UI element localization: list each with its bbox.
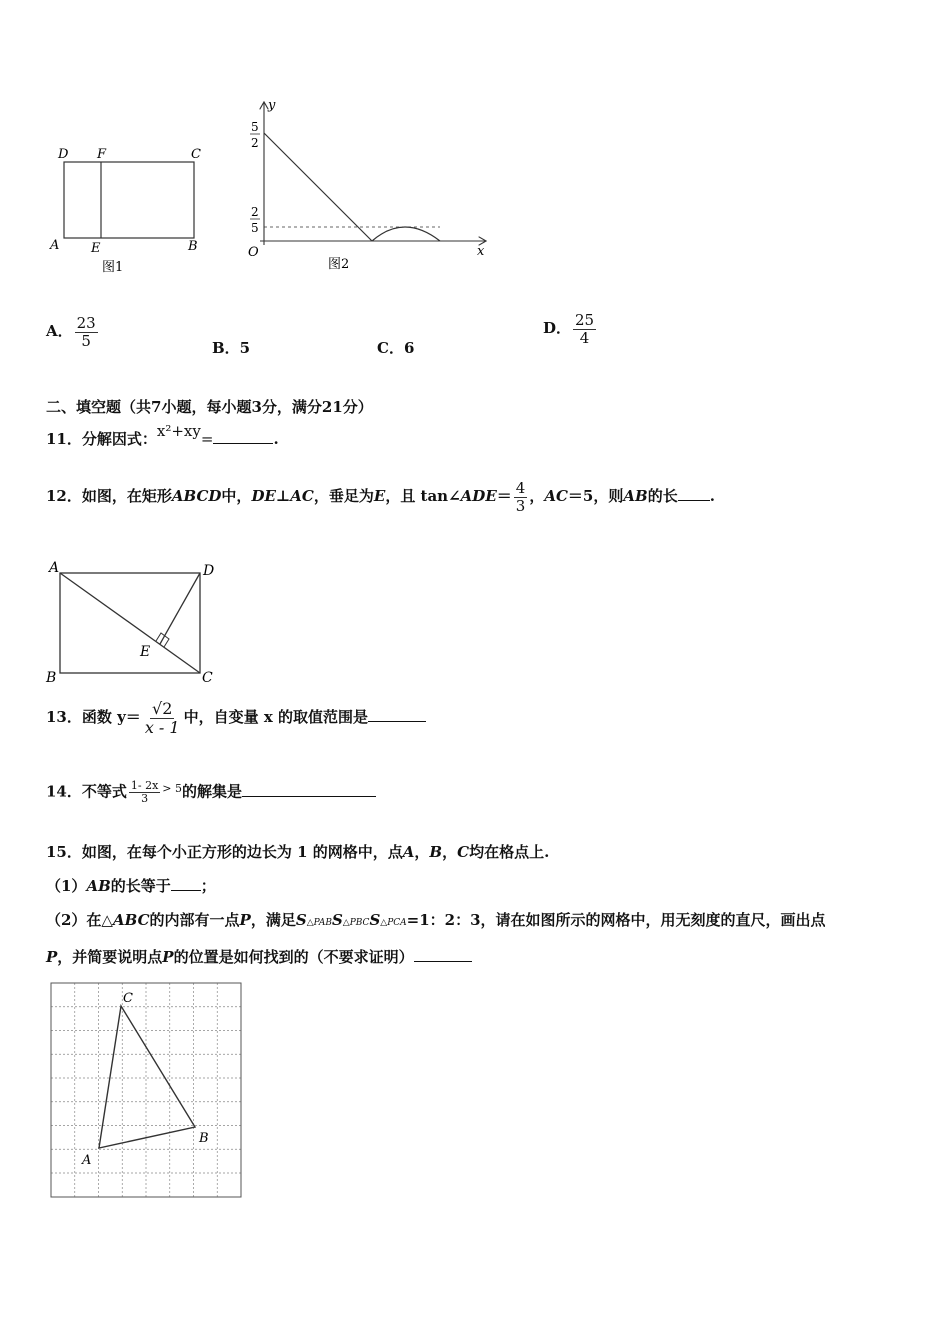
y-top-den: 2 bbox=[251, 136, 259, 150]
label-f: F bbox=[97, 147, 107, 162]
figure-1-caption: 图1 bbox=[102, 260, 124, 275]
question-15-part-2: （2）在△ABC的内部有一点P，满足S△PABS△PBCS△PCA=1：2：3，请在如图所示的网格中，用无刻度的直尺，画出点 bbox=[46, 911, 826, 929]
question-15-part-1: （1）AB的长等于 ； bbox=[46, 877, 216, 895]
question-12: 12．如图，在矩形ABCD中，DE⊥AC，垂足为E，且 tan∠ADE＝ $\frac{4}{3}$ ，AC＝5，则AB的长 . bbox=[46, 479, 715, 515]
q12-fraction: $\frac{4}{3}$ bbox=[515, 479, 526, 515]
option-a-fraction: $\frac{23}{5}$ bbox=[76, 314, 96, 350]
figure-1-rectangle bbox=[40, 140, 220, 275]
q11-answer-blank[interactable] bbox=[213, 442, 273, 444]
label-e: E bbox=[91, 241, 101, 256]
label-b: B bbox=[46, 670, 57, 686]
y-low-den: 5 bbox=[251, 221, 259, 235]
figure-2-caption: 图2 bbox=[328, 257, 350, 272]
y-top-num: 5 bbox=[251, 120, 259, 134]
option-b: B．5 bbox=[212, 339, 251, 357]
q12-rectangle-figure bbox=[40, 555, 230, 690]
graph-line-segment bbox=[264, 133, 372, 241]
q13-fraction: $\frac{√2}{x - 1}$ bbox=[144, 699, 180, 737]
figure-2-graph bbox=[240, 95, 500, 275]
q11-expression: x²+xy bbox=[156, 422, 201, 440]
question-14: 14．不等式 $\frac{1- 2x}{3}$ $^{> 5}$的解集是 bbox=[46, 780, 376, 805]
label-c: C bbox=[202, 670, 213, 686]
label-c: C bbox=[123, 991, 133, 1006]
rect-abcd bbox=[64, 162, 194, 238]
x-axis-label: x bbox=[477, 244, 485, 259]
q12-answer-blank[interactable] bbox=[678, 499, 710, 501]
q15-grid-figure bbox=[50, 982, 244, 1200]
y-low-num: 2 bbox=[251, 205, 259, 219]
label-b: B bbox=[199, 1131, 209, 1146]
option-c: C．6 bbox=[377, 339, 415, 357]
q15-part2-answer-blank[interactable] bbox=[414, 960, 472, 962]
option-d: D． $\frac{25}{4}$ bbox=[543, 311, 595, 347]
y-axis-label: y bbox=[268, 98, 276, 113]
q15-part1-answer-blank[interactable] bbox=[171, 889, 201, 891]
option-a: A． $\frac{23}{5}$ bbox=[46, 314, 96, 350]
grid-lines bbox=[51, 983, 241, 1197]
label-d: D bbox=[58, 147, 69, 162]
q13-answer-blank[interactable] bbox=[368, 720, 426, 722]
label-b: B bbox=[188, 239, 198, 254]
graph-arc bbox=[372, 227, 440, 241]
triangle-abc bbox=[99, 1006, 195, 1148]
label-e: E bbox=[140, 644, 151, 660]
question-15-part-2-cont: P，并简要说明点P的位置是如何找到的（不要求证明） bbox=[46, 946, 472, 967]
question-15-line-1: 15．如图，在每个小正方形的边长为 1 的网格中，点A，B，C均在格点上. bbox=[46, 843, 550, 861]
diagonal-ac bbox=[60, 573, 200, 673]
label-a: A bbox=[82, 1153, 92, 1168]
section-2-title: 二、填空题（共7小题，每小题3分，满分21分） bbox=[46, 398, 373, 416]
option-d-fraction: $\frac{25}{4}$ bbox=[575, 311, 595, 347]
segment-de bbox=[160, 573, 200, 644]
question-11: 11．分解因式：x²+xy= . bbox=[46, 422, 279, 448]
origin-label: O bbox=[248, 245, 259, 260]
q14-fraction: $\frac{1- 2x}{3}$ bbox=[130, 779, 159, 806]
label-c: C bbox=[191, 147, 201, 162]
question-13: 13．函数 y＝ $\frac{√2}{x - 1}$ 中，自变量 x 的取值范围是 bbox=[46, 700, 426, 736]
label-a: A bbox=[49, 560, 60, 576]
label-a: A bbox=[50, 238, 60, 253]
q14-answer-blank[interactable] bbox=[242, 795, 376, 797]
label-d: D bbox=[203, 563, 215, 579]
